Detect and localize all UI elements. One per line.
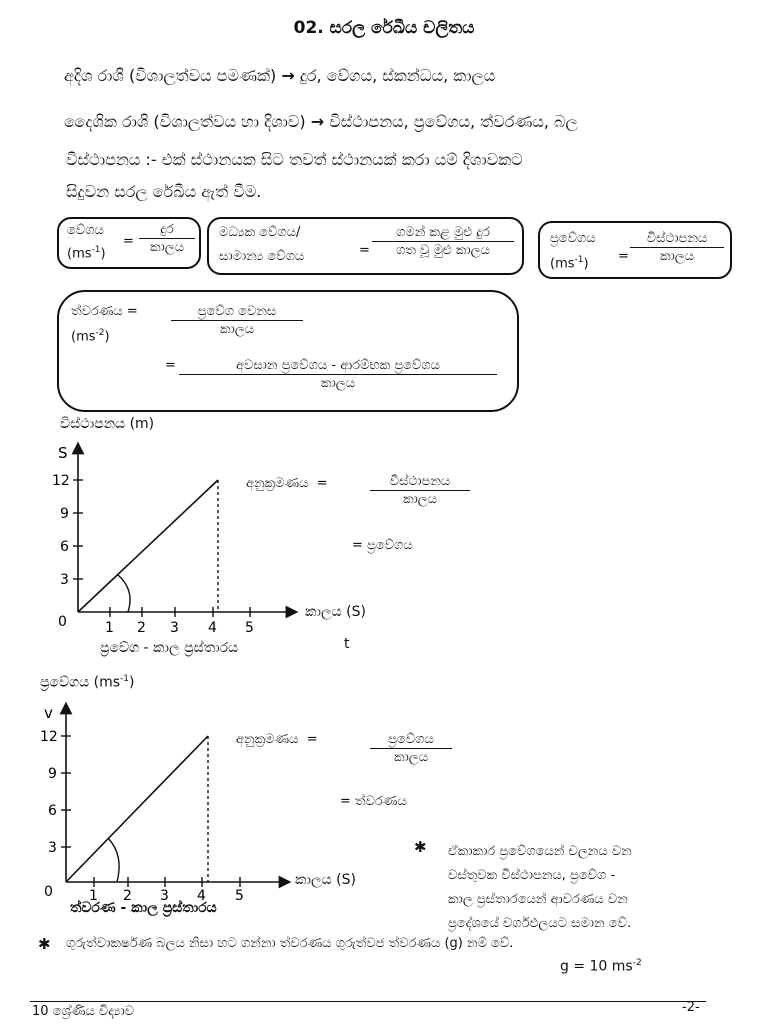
graph2-gradient-numerator: ප්‍රවේගය (370, 732, 452, 749)
graph1-ytick-6: 6 (60, 539, 69, 555)
arrow-right-icon: → (310, 112, 325, 131)
graph1-y-axis-label: විස්ථාපනය (m) (60, 416, 155, 432)
note2-text: ගුරුත්වාකර්ෂණ බලය නිසා හට ගන්නා ත්වරණය ගුරුත්වජ ත්වරණය (g) නම් වේ. (66, 936, 514, 951)
graph1-angle-arc (118, 575, 130, 612)
graph1-ytick-12: 12 (52, 473, 70, 489)
arrow-right-icon: → (281, 66, 295, 85)
footer-subject: 10 ශ්‍රේණිය විද්‍යාව (32, 1004, 135, 1019)
graph1-y-var: S (58, 444, 68, 462)
average-speed-numerator: ගමන් කළ මුළු දුර (372, 225, 514, 242)
graph2-ytick-12: 12 (40, 729, 58, 745)
note1-line: ප්‍රදේශයේ වර්ගඵලයට සමාන වේ. (448, 916, 632, 931)
speed-denominator: කාලය (149, 240, 185, 255)
scalar-items: දුර, වේගය, ස්කන්ධය, කාලය (299, 66, 496, 85)
graph2-caption: ත්වරණ - කාල ප්‍රස්තාරය (70, 900, 217, 916)
graph1-xtick-4: 4 (208, 620, 217, 636)
note1-line: කාල ප්‍රස්තාරයෙන් ආවරණය වන (448, 892, 628, 907)
graph2-xtick-2: 2 (123, 888, 132, 904)
graph2-gradient-fraction (370, 732, 452, 765)
graph1-gradient-label: අනුක්‍රමණය = (246, 476, 328, 491)
graph2-xtick-4: 4 (197, 888, 206, 904)
graph1-ytick-9: 9 (60, 506, 69, 522)
graph1-data-line (78, 480, 218, 612)
footer-page-number: -2- (682, 1000, 700, 1015)
graph2-x-axis-label: කාලය (S) (295, 872, 356, 888)
displacement-definition-line1: විස්ථාපනය :- එක් ස්ථානයක සිට තවත් ස්ථානයක් කරා යම් දිශාවකට (66, 150, 523, 169)
note1-text (448, 840, 632, 936)
graph1-result: = ප්‍රවේගය (352, 538, 413, 553)
graph2-ytick-3: 3 (48, 840, 57, 856)
page-title: 02. සරල රේඛීය චලිතය (293, 18, 475, 38)
acceleration-label: ත්වරණය = (71, 304, 138, 319)
speed-unit: $(ms^{-1})$ (67, 245, 106, 262)
graph1-xtick-2: 2 (137, 620, 146, 636)
note1-star-icon: ✱ (414, 838, 427, 856)
graph2-y-axis-label: ප්‍රවේගය $(ms^{-1})$ (40, 674, 135, 691)
acceleration-numerator-1: ප්‍රවේග වෙනස (171, 304, 303, 321)
graph2-angle-arc (108, 838, 119, 882)
average-speed-label-2: සාමාන්‍ය වේගය (219, 249, 305, 264)
g-value: g = 10 $ms^{-2}$ (560, 958, 642, 975)
acceleration-denominator-1: කාලය (219, 322, 255, 337)
acceleration-denominator-2: කාලය (320, 376, 356, 391)
graph2-result: = ත්වරණය (340, 794, 407, 809)
velocity-denominator: කාලය (659, 249, 695, 264)
graph2-gradient-denominator: කාලය (393, 750, 429, 765)
graph1-gradient-fraction (370, 474, 470, 507)
average-speed-denominator: ගත වූ මුළු කාලය (396, 243, 490, 258)
equals-sign: = (123, 234, 134, 249)
note1-line: වස්තුවක විස්ථාපනය, ප්‍රවේග - (448, 868, 616, 883)
graph2-xtick-1: 1 (89, 888, 98, 904)
graph2-xtick-5: 5 (235, 888, 244, 904)
graph2-gradient-label: අනුක්‍රමණය = (236, 732, 318, 747)
graph1-caption: ප්‍රවේග - කාල ප්‍රස්තාරය (100, 640, 239, 656)
acceleration-numerator-2: අවසාන ප්‍රවේගය - ආරම්භක ප්‍රවේගය (179, 358, 497, 375)
graph2-data-line (66, 736, 208, 882)
graph1-x-var: t (344, 636, 350, 652)
note2-star-icon: ✱ (38, 935, 51, 953)
graph2-y-var: v (44, 704, 53, 722)
graph1-xtick-5: 5 (245, 620, 254, 636)
graph2-ytick-9: 9 (48, 766, 57, 782)
speed-label: වේගය (67, 223, 104, 238)
graph1-x-axis-label: කාලය (S) (305, 604, 366, 620)
footer-divider (30, 1001, 706, 1002)
average-speed-label-1: මධ්‍යක වේගය/ (219, 225, 301, 240)
velocity-label: ප්‍රවේගය (550, 231, 596, 246)
graph1-gradient-numerator: විස්ථාපනය (370, 474, 470, 491)
displacement-definition-line2: සිදුවන සරල රේඛීය ඇත් වීම. (66, 182, 262, 201)
vector-label: දෛශික රාශි (විශාලත්වය හා දිශාව) (64, 112, 306, 131)
graph2-ytick-6: 6 (48, 803, 57, 819)
graph2-xtick-3: 3 (160, 888, 169, 904)
equals-sign: = (359, 243, 370, 258)
vector-items: විස්ථාපනය, ප්‍රවේගය, ත්වරණය, බල (329, 112, 578, 131)
graph1-xtick-3: 3 (170, 620, 179, 636)
equals-sign: = (618, 249, 629, 264)
graph1-gradient-denominator: කාලය (402, 492, 438, 507)
velocity-numerator: විස්ථාපනය (630, 231, 724, 248)
graph1-xtick-1: 1 (105, 620, 114, 636)
graph1-ytick-3: 3 (60, 572, 69, 588)
speed-numerator: දුර (139, 222, 195, 239)
equals-sign: = (165, 358, 176, 373)
graph1 (52, 444, 292, 636)
note1-line: ඒකාකාර ප්‍රවේගයෙන් චලනය වන (448, 844, 632, 859)
graph1-origin: 0 (58, 614, 67, 630)
acceleration-unit: $(ms^{-2})$ (71, 328, 110, 345)
velocity-unit: $(ms^{-1})$ (550, 255, 589, 272)
scalar-label: අදිශ රාශි (විශාලත්වය පමණක්) (64, 66, 277, 85)
graph2-origin: 0 (44, 884, 53, 900)
